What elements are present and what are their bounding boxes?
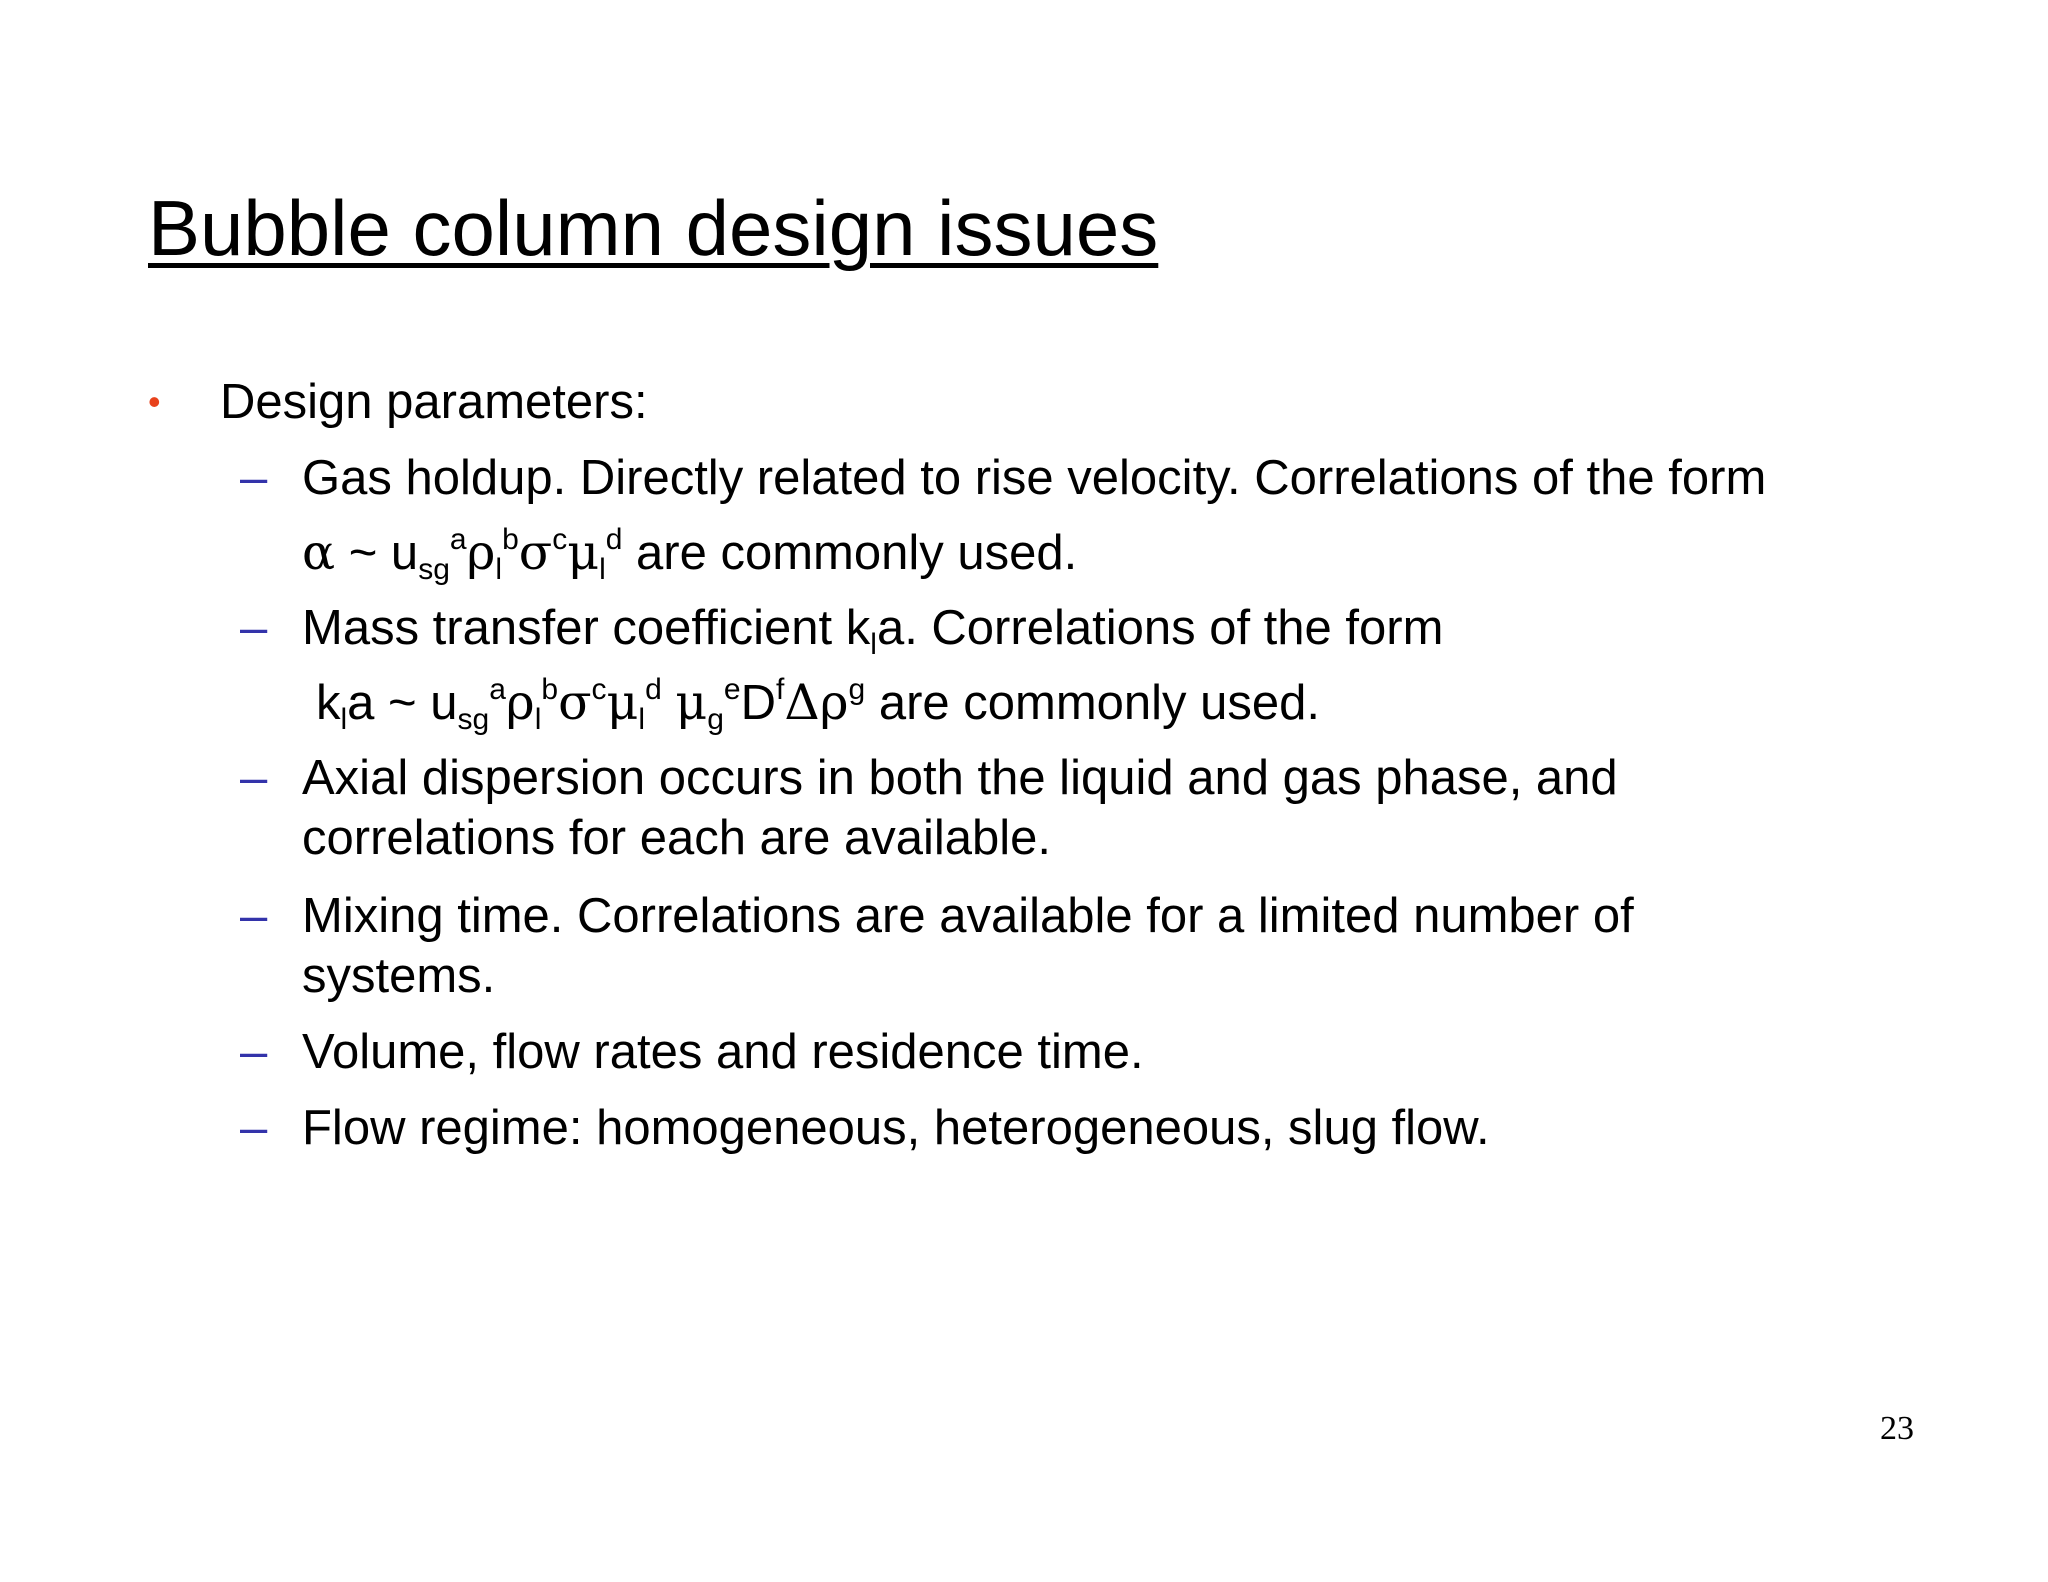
list-item-volume — [240, 1022, 1144, 1082]
flow-regime-text: Flow regime: homogeneous, heterogeneous, slug flow. — [302, 1101, 1490, 1155]
gas-holdup-text: Gas holdup. Directly related to rise velocity. Correlations of the form — [302, 451, 1767, 505]
dash-marker: – — [240, 601, 268, 655]
page-number: 23 — [1880, 1410, 1914, 1447]
list-item-mixing-time — [240, 886, 1634, 1006]
mass-transfer-text: Mass transfer coefficient $k_la$. Correlations of the form — [302, 601, 1444, 661]
gas-holdup-formula: α ~ $u_{sg}^a\rho_l^b\sigma^c\mu_l^d$ are commonly used. — [302, 523, 1078, 586]
dash-marker: – — [240, 889, 268, 943]
bullet-design-parameters — [148, 372, 648, 432]
axial-dispersion-line2: correlations for each are available. — [302, 811, 1052, 865]
mixing-time-line1: Mixing time. Correlations are available for a limited number of — [302, 889, 1634, 943]
list-item-axial-dispersion — [240, 748, 1618, 868]
mixing-time-line2: systems. — [302, 949, 496, 1003]
slide-title: Bubble column design issues — [148, 184, 1159, 272]
dash-marker: – — [240, 451, 268, 505]
bullet-text: Design parameters: — [220, 375, 648, 429]
mass-transfer-formula: $k_la$ ~ $u_{sg}^a\rho_l^b\sigma^c\mu_l^d$ $\mu_g^eD^f\Delta\rho^g$ are commonly used. — [316, 673, 1321, 736]
dash-marker: – — [240, 1025, 268, 1079]
volume-text: Volume, flow rates and residence time. — [302, 1025, 1144, 1079]
axial-dispersion-line1: Axial dispersion occurs in both the liquid and gas phase, and — [302, 751, 1618, 805]
bullet-marker: • — [148, 381, 161, 422]
dash-marker: – — [240, 1101, 268, 1155]
list-item-flow-regime — [240, 1098, 1490, 1158]
list-item-mass-transfer — [240, 598, 1444, 736]
list-item-gas-holdup — [240, 448, 1767, 586]
dash-marker: – — [240, 751, 268, 805]
